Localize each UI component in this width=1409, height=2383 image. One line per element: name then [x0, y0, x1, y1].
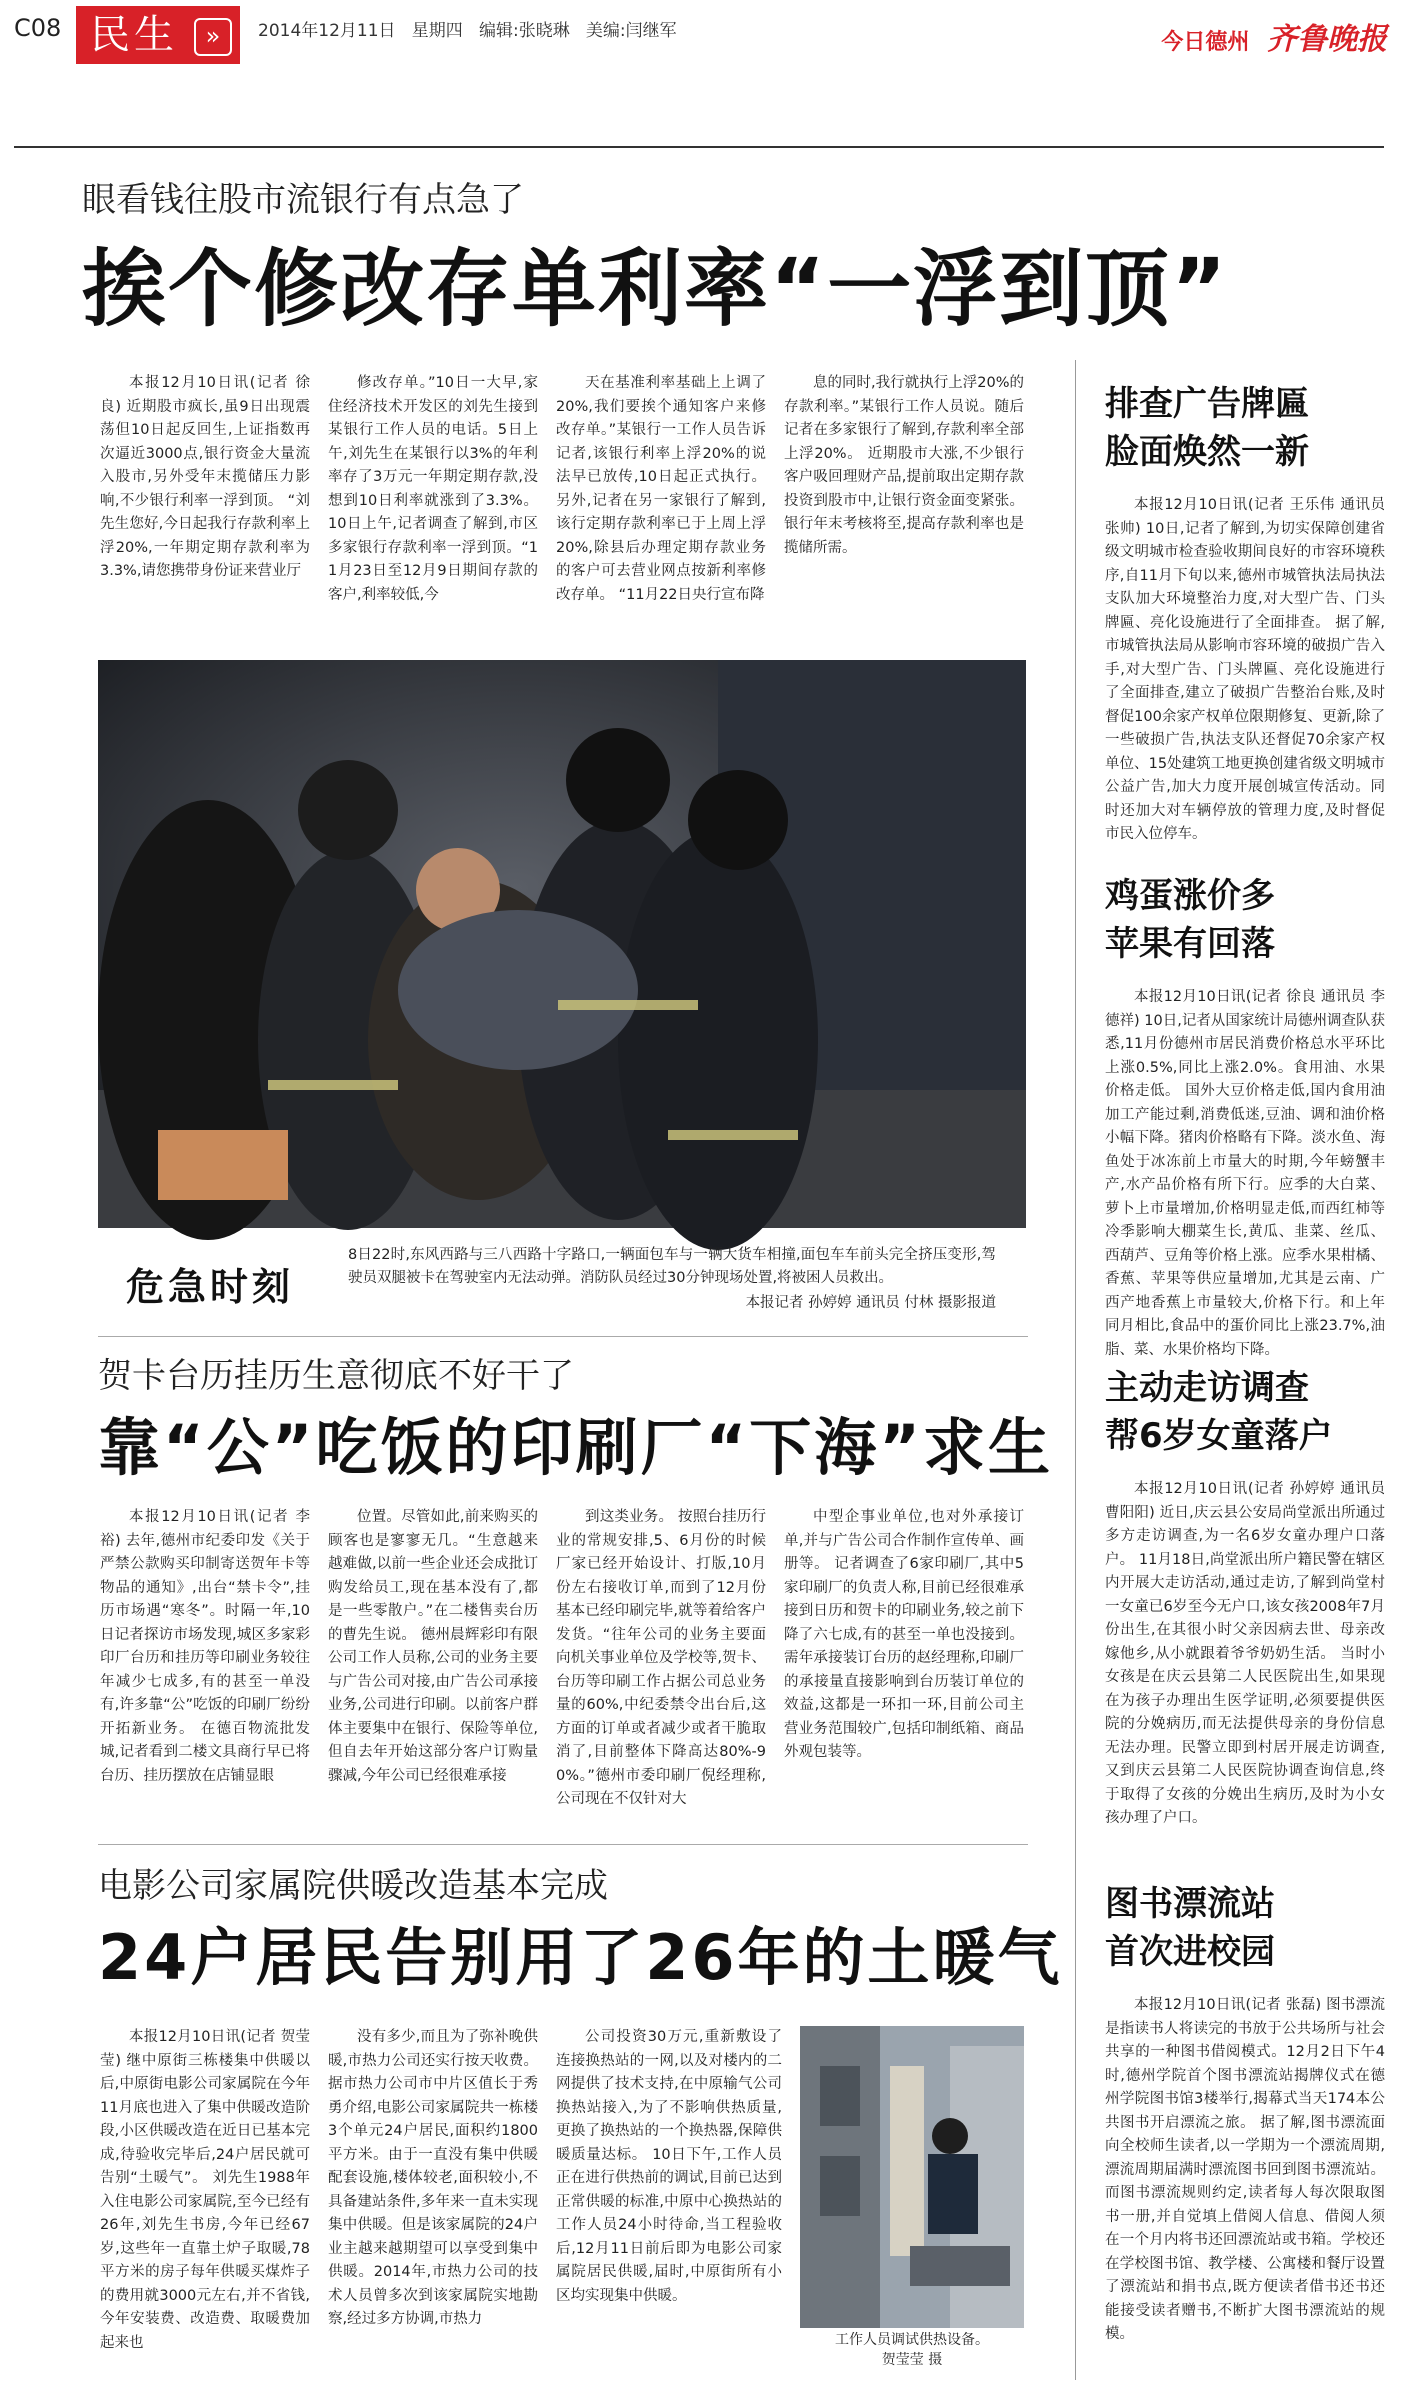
- section-divider: [98, 1336, 1028, 1337]
- story2-column-2: 位置。尽管如此,前来购买的顾客也是寥寥无几。“生意越来越难做,以前一些企业还会成批订购发给员工,现在基本没有了,都是一些零散户。”在二楼售卖台历的曹先生说。 德州晨辉彩印有限公司工作人员称,公司的业务主要与广告公司对接,由广告公司承接业务,公司进行印刷。以前客户群体主要集中在银行、保险等单位,但自去年开始这部分客户订购量骤减,今年公司已经很难承接: [328, 1509, 538, 1784]
- header-divider: [14, 146, 1384, 148]
- story3-column-2: 没有多少,而且为了弥补晚供暖,市热力公司还实行按天收费。 据市热力公司市中片区值长于秀勇介绍,电影公司家属院共一栋楼3个单元24户居民,面积约1800平方米。由于一直没有集中供暖配套设施,楼体较老,面积较小,不具备建站条件,多年来一直未实现集中供暖。但是该家属院的24户业主越来越期望可以享受到集中供暖。2014年,市热力公司的技术人员曾多次到该家属院实地勘察,经过多方协调,市热力: [328, 2029, 538, 2327]
- sidebar-item-body: 本报12月10日讯(记者 王乐伟 通讯员 张帅) 10日,记者了解到,为切实保障创建省级文明城市检查验收期间良好的市容环境秩序,自11月下旬以来,德州市城管执法局执法支队加大环境整治力度,对大型广告、门头牌匾、亮化设施进行了全面排查。 据了解,市城管执法局从影响市容环境的破损广告入手,对大型广告、门头牌匾、亮化设施进行了全面排查,建立了破损广告整治台账,及时督促100余家产权单位限期修复、更新,除了一些破损广告,执法支队还督促70余家产权单位、15处建筑工地更换创建省级文明城市公益广告,加大力度开展创城宣传活动。同时还加大对车辆停放的管理力度,及时督促市民入位停车。: [1105, 497, 1385, 842]
- designer-credit: 美编:闫继军: [585, 21, 677, 41]
- story3-column-3: 公司投资30万元,重新敷设了连接换热站的一网,以及对楼内的二网提供了技术支持,在中原输气公司换热站接入,为了不影响供热质量,更换了换热站的一个换热器,保障供暖质量达标。 10日下午,工作人员正在进行供热前的调试,目前已达到正常供暖的标准,中原中心换热站的工作人员24小时待命,当工程验收后,12月11日前后即为电影公司家属院居民供暖,届时,中原街所有小区均实现集中供暖。: [556, 2029, 782, 2304]
- story1-column-3: 天在基准利率基础上上调了20%,我们要挨个通知客户来修改存单。”某银行一工作人员告诉记者,该银行利率上浮20%的说法早已放传,10日起正式执行。另外,记者在另一家银行了解到,该行定期存款利率已于上周上浮20%,除县后办理定期存款业务的客户可去营业网点按新利率修改存单。 “11月22日央行宣布降: [556, 375, 766, 603]
- story1-headline: 挨个修改存单利率“一浮到顶”: [82, 240, 1229, 338]
- section-divider: [98, 1844, 1028, 1845]
- sidebar-item-title: 排查广告牌匾 脸面焕然一新: [1105, 384, 1309, 472]
- sidebar-item-prices: [1105, 872, 1385, 1358]
- photo-caption: [348, 1244, 996, 1315]
- heating-worker-illustration: [800, 2026, 1024, 2328]
- photo-caption-text: 8日22时,东风西路与三八西路十字路口,一辆面包车与一辆大货车相撞,面包车车前头完全挤压变形,驾驶员双腿被卡在驾驶室内无法动弹。消防队员经过30分钟现场处置,将被困人员救出。: [348, 1247, 996, 1286]
- story2-column-3: 到这类业务。 按照台挂历行业的常规安排,5、6月份的时候厂家已经开始设计、打版,10月份左右接收订单,而到了12月份基本已经印刷完毕,就等着给客户发货。“往年公司的业务主要面向机关事业单位及学校等,贺卡、台历等印刷工作占据公司总业务量的60%,中纪委禁令出台后,这方面的订单或者减少或者干脆取消了,目前整体下降高达80%-90%。”德州市委印刷厂倪经理称,公司现在不仅针对大: [556, 1509, 766, 1807]
- section-label: 民生: [90, 12, 178, 58]
- brand-name: 今日德州: [1161, 30, 1250, 55]
- story3-kicker: 电影公司家属院供暖改造基本完成: [98, 1866, 608, 1906]
- sidebar-item-title: 图书漂流站 首次进校园: [1105, 1884, 1275, 1972]
- editor-credit: 编辑:张晓琳: [478, 21, 570, 41]
- sidebar-item-book-drift: [1105, 1880, 1385, 2354]
- photo-credit: 本报记者 孙婷婷 通讯员 付林 摄影报道: [745, 1295, 996, 1311]
- story1-kicker: 眼看钱往股市流银行有点急了: [82, 180, 524, 220]
- sidebar-item-household: [1105, 1364, 1385, 1854]
- story3-headline: 24户居民告别用了26年的土暖气: [98, 1921, 1063, 1994]
- story1-column-1: 本报12月10日讯(记者 徐良) 近期股市疯长,虽9日出现震荡但10日起反回生,上证指数再次逼近3000点,银行资金大量流入股市,另外受年末揽储压力影响,不少银行利率一浮到顶。 “刘先生您好,今日起我行存款利率上浮20%,一年期定期存款利率为3.3%,请您携带身份证来营业厅: [100, 375, 310, 579]
- header-meta: [258, 16, 677, 41]
- story2-column-1: 本报12月10日讯(记者 李裕) 去年,德州市纪委印发《关于严禁公款购买印制寄送贺年卡等物品的通知》,出台“禁卡令”,挂历市场遇“寒冬”。时隔一年,10日记者探访市场发现,城区多家彩印厂台历和挂历等印刷业务较往年减少七成多,有的甚至一单没有,许多靠“公”吃饭的印刷厂纷纷开拓新业务。 在德百物流批发城,记者看到二楼文具商行早已将台历、挂历摆放在店铺显眼: [100, 1509, 310, 1784]
- newspaper-logo: 齐鲁晚报: [1267, 22, 1387, 57]
- photo-label: 危急时刻: [126, 1265, 295, 1309]
- heating-photo-caption: [800, 2330, 1024, 2370]
- rescue-photo: [98, 660, 1026, 1228]
- heating-photo-credit: 贺莹莹 摄: [881, 2352, 943, 2368]
- sidebar-item-body: 本报12月10日讯(记者 徐良 通讯员 李德祥) 10日,记者从国家统计局德州调查队获悉,11月份德州市居民消费价格总水平环比上涨0.5%,同比上涨2.0%。食用油、水果价格走低。 国外大豆价格走低,国内食用油加工产能过剩,消费低迷,豆油、调和油价格小幅下降。猪肉价格略有下降。淡水鱼、海鱼处于冰冻前上市量大的时期,今年螃蟹丰产,水产品价格有所下行。应季的大白菜、萝卜上市量增加,价格明显走低,而西红柿等冷季影响大棚菜生长,黄瓜、韭菜、丝瓜、西葫芦、豆角等价格上涨。应季水果柑橘、香蕉、苹果等供应量增加,尤其是云南、广西产地香蕉上市量较大,价格下行。和上年同月相比,食品中的蛋价同比上涨23.7%,油脂、菜、水果价格均下降。: [1105, 989, 1385, 1358]
- issue-weekday: 星期四: [411, 21, 463, 41]
- sidebar-item-title: 鸡蛋涨价多 苹果有回落: [1105, 876, 1275, 964]
- page-number: C08: [14, 14, 62, 42]
- heating-photo-caption-text: 工作人员调试供热设备。: [835, 2332, 989, 2348]
- section-tag: [76, 6, 240, 64]
- story2-kicker: 贺卡台历挂历生意彻底不好干了: [98, 1356, 574, 1396]
- story2-column-4: 中型企事业单位,也对外承接订单,并与广告公司合作制作宣传单、画册等。 记者调查了6家印刷厂,其中5家印刷厂的负责人称,目前已经很难承接到日历和贺卡的印刷业务,较之前下降了六七成,有的甚至一单也没接到。需年承接装订台历的赵经理称,印刷厂的承接量直接影响到台历装订单位的效益,这都是一环扣一环,目前公司主营业务范围较广,包括印制纸箱、商品外观包装等。: [784, 1509, 1024, 1760]
- story1-column-2: 修改存单。”10日一大早,家住经济技术开发区的刘先生接到某银行工作人员的电话。5日上午,刘先生在某银行以3%的年利率存了3万元一年期定期存款,没想到10日利率就涨到了3.3%。 10日上午,记者调查了解到,市区多家银行存款利率一浮到顶。“11月23日至12月9日期间存款的客户,利率较低,今: [328, 375, 538, 603]
- sidebar-item-body: 本报12月10日讯(记者 孙婷婷 通讯员 曹阳阳) 近日,庆云县公安局尚堂派出所通过多方走访调查,为一名6岁女童办理户口落户。 11月18日,尚堂派出所户籍民警在辖区内开展大走访活动,通过走访,了解到尚堂村一女童已6岁至今无户口,该女孩2008年7月份出生,在其很小时父亲因病去世、母亲改嫁他乡,从小就跟着爷爷奶奶生活。 当时小女孩是在庆云县第二人民医院出生,如果现在为孩子办理出生医学证明,必须要提供医院的分娩病历,而无法提供母亲的身份信息无法办理。民警立即到村居开展走访调查,又到庆云县第二人民医院协调查询信息,终于取得了女孩的分娩出生病历,及时为小女孩办理了户口。: [1105, 1481, 1385, 1826]
- sidebar-divider: [1075, 360, 1076, 2380]
- issue-date: 2014年12月11日: [258, 21, 396, 41]
- sidebar-item-body: 本报12月10日讯(记者 张磊) 图书漂流是指读书人将读完的书放于公共场所与社会共享的一种图书借阅模式。12月2日下午4时,德州学院首个图书漂流站揭牌仪式在德州学院图书馆3楼举行,揭幕式当天174本公共图书开启漂流之旅。 据了解,图书漂流面向全校师生读者,以一学期为一个漂流周期,漂流周期届满时漂流图书回到图书漂流站。而图书漂流规则约定,读者每人每次限取图书一册,并自觉填上借阅人信息、借阅人须在一个月内将书还回漂流站或书箱。学校还在学校图书馆、教学楼、公寓楼和餐厅设置了漂流站和捐书点,既方便读者借书还书还能接受读者赠书,不断扩大图书漂流站的规模。: [1105, 1997, 1385, 2342]
- story1-column-4: 息的同时,我行就执行上浮20%的存款利率。”某银行工作人员说。随后记者在多家银行了解到,存款利率全部上浮20%。 近期股市大涨,不少银行客户吸回理财产品,提前取出定期存款投资到股市中,让银行资金面变紧张。银行年末考核将至,提高存款利率也是揽储所需。: [784, 375, 1024, 556]
- sidebar-item-title: 主动走访调查 帮6岁女童落户: [1105, 1368, 1333, 1456]
- rescue-scene-illustration: [98, 660, 1026, 1228]
- story3-column-1: 本报12月10日讯(记者 贺莹莹) 继中原街三栋楼集中供暖以后,中原街电影公司家属院在今年11月底也进入了集中供暖改造阶段,小区供暖改造在近日已基本完成,待验收完毕后,24户居民就可告别“土暖气”。 刘先生1988年入住电影公司家属院,至今已经有26年,刘先生书房,今年已经67岁,这些年一直靠土炉子取暖,78平方米的房子每年供暖买煤炸子的费用就3000元左右,并不省钱,今年安装费、改造费、取暖费加起来也: [100, 2029, 310, 2351]
- double-chevron-right-icon: »: [194, 18, 232, 56]
- sidebar-item-ad-signs: [1105, 380, 1385, 844]
- heating-photo: [800, 2026, 1024, 2328]
- story2-headline: 靠“公”吃饭的印刷厂“下海”求生: [98, 1411, 1053, 1484]
- header-brand: [1161, 14, 1387, 58]
